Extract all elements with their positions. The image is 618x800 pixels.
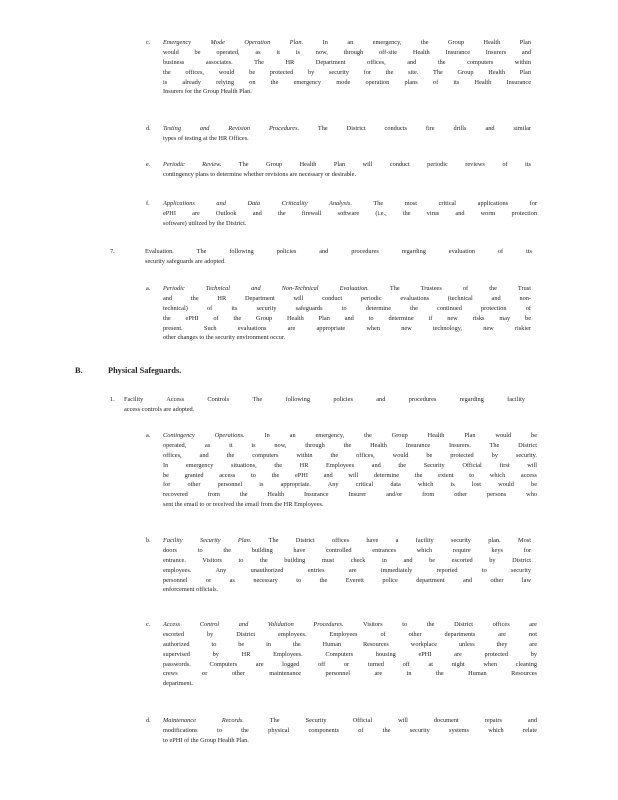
paragraph-a1	[146, 284, 531, 343]
text-line: sent the email to or received the email from the HR Employees.	[163, 501, 324, 509]
text-line: technical) of its security safeguards to determine the continued protection of	[163, 304, 531, 312]
text-line: escorted by District employees. Employees of other departments are not	[163, 630, 537, 638]
item-marker: 7.	[110, 248, 115, 255]
paragraph-f-facility	[110, 395, 525, 415]
text-line: present. Such evaluations are appropriate when new technology, new riskier	[163, 324, 531, 332]
text-line: other changes to the security environment occur.	[163, 334, 286, 342]
item-marker: c.	[146, 621, 151, 628]
item-marker: e.	[146, 161, 151, 168]
text-line: business associates. The HR Department offices, and the computers within	[163, 58, 531, 66]
text-line: Insurers for the Group Health Plan.	[163, 88, 252, 96]
item-marker: 1.	[110, 396, 115, 403]
section-b-letter: B.	[75, 366, 83, 375]
text-line: Evaluation. The following policies and procedures regarding evaluation of its	[145, 248, 532, 255]
text-line: security safeguards are adopted.	[145, 257, 226, 265]
text-line: Maintenance Records. The Security Official will document repairs and	[163, 717, 538, 724]
paragraph-f1	[146, 199, 538, 229]
text-line: Emergency Mode Operation Plan. In an emergency, the Group Health Plan	[163, 39, 531, 46]
paragraph-d1	[146, 124, 531, 144]
text-line: In emergency situations, the HR Employees and the Security Official first will	[163, 461, 537, 469]
text-line: contingency plans to determine whether revisions are necessary or desirable.	[163, 170, 357, 178]
text-line: enforcement officials.	[163, 586, 219, 594]
text-line: supervised by HR Employees. Computers housing ePHI are protected by	[163, 650, 537, 658]
item-marker: d.	[146, 717, 151, 724]
text-line: passwords. Computers are logged off or turned off at night when cleaning	[163, 660, 537, 668]
item-marker: d.	[146, 125, 151, 132]
text-line: be granted access to the ePHI and will determine the extent to which access	[163, 471, 537, 479]
text-line: Periodic Technical and Non-Technical Evaluation. The Trustees of the Trust	[163, 285, 531, 292]
paragraph-d2	[146, 716, 538, 746]
item-marker: a.	[146, 285, 151, 292]
text-line: for other personnel is appropriate. Any critical data which is lost would be	[163, 481, 537, 489]
paragraph-b2	[146, 536, 531, 595]
item-marker: b.	[146, 537, 151, 544]
text-line: the offices, would be protected by security for the site. The Group Health Plan	[163, 68, 531, 76]
text-line: Facility Access Controls The following policies and procedures regarding facility	[124, 396, 525, 403]
text-line: is already relying on the emergency mode operation plans of its Health Insurance	[163, 78, 531, 86]
paragraph-a2	[146, 431, 537, 510]
text-line: Access Control and Validation Procedures. Visitors to the District offices are	[163, 621, 537, 628]
text-line: personnel or as necessary to the Everett police department and other law	[163, 576, 531, 584]
text-line: department.	[163, 680, 193, 688]
item-marker: c.	[146, 39, 151, 46]
text-line: software) utilized by the District.	[163, 219, 247, 227]
text-line: Periodic Review. The Group Health Plan will conduct periodic reviews of its	[163, 161, 531, 168]
text-line: Contingency Operations. In an emergency, the Group Health Plan would be	[163, 432, 537, 439]
text-line: operated, as it is now, through the Health Insurance Insurers. The District	[163, 441, 537, 449]
text-line: recovered from the Health Insurance Insurer and/or from other persons who	[163, 491, 537, 499]
text-line: doors to the building have controlled entrances which require keys for	[163, 546, 531, 554]
text-line: modifications to the physical components of the security systems which relate	[163, 726, 537, 734]
text-line: Applications and Data Criticality Analysis. The most critical applications for	[163, 200, 538, 207]
paragraph-n7	[110, 247, 532, 267]
text-line: Facility Security Plan. The District offices have a facility security plan. Most	[163, 537, 531, 544]
text-line: crews or other maintenance personnel are in the Human Resources	[163, 670, 537, 678]
text-line: the ePHI of the Group Health Plan and to determine if new risks may be	[163, 314, 531, 322]
text-line: employees. Any unauthorized entries are immediately reported to security	[163, 566, 531, 574]
section-b-title: Physical Safeguards.	[108, 366, 182, 375]
item-marker: f.	[146, 200, 150, 207]
paragraph-e1	[146, 160, 531, 180]
paragraph-c2	[146, 620, 537, 689]
text-line: Testing and Revision Procedures. The District conducts fire drills and similar	[163, 125, 531, 132]
text-line: offices, and the computers within the offices, would be protected by security.	[163, 451, 537, 459]
text-line: types of testing at the HR Offices.	[163, 134, 249, 142]
paragraph-c1	[146, 38, 531, 97]
text-line: entrance. Visitors to the building must check in and be escorted by District	[163, 556, 531, 564]
text-line: and the HR Department will conduct periodic evaluations (technical and non-	[163, 294, 531, 302]
text-line: authorized to be in the Human Resources workplace unless they are	[163, 640, 537, 648]
text-line: ePHI are Outlook and the firewall software (i.e., the virus and worm protection	[163, 209, 537, 217]
text-line: would be operated, as it is now, through off-site Health Insurance Insurers and	[163, 48, 531, 56]
text-line: to ePHI of the Group Health Plan.	[163, 736, 249, 744]
text-line: access controls are adopted.	[124, 405, 195, 413]
item-marker: a.	[146, 432, 151, 439]
